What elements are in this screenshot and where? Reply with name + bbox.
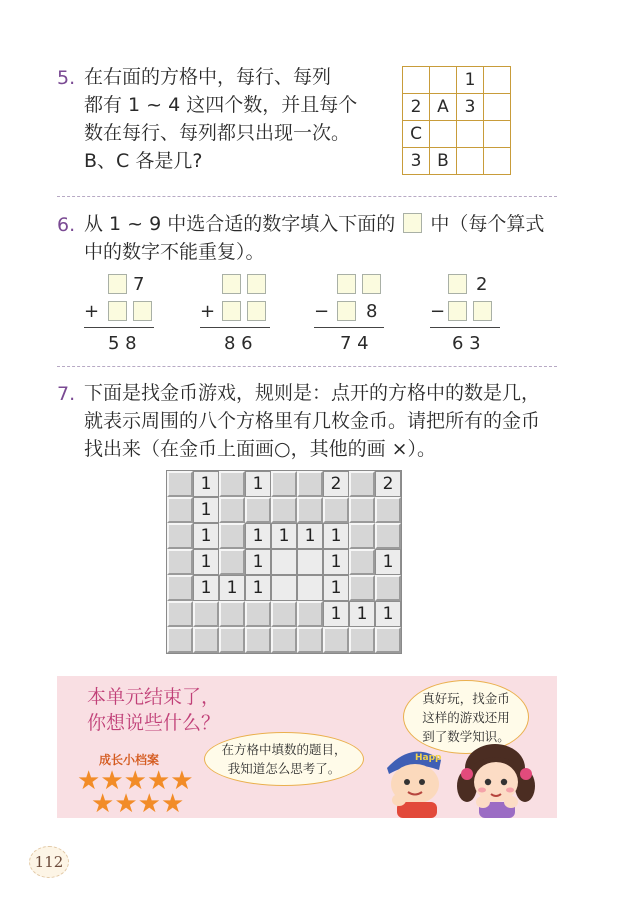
given-digit: 8: [366, 301, 378, 322]
opened-cell: 1: [193, 549, 219, 575]
answer-box[interactable]: [448, 274, 467, 294]
boy-icon: [387, 752, 442, 818]
opened-cell: 1: [193, 575, 219, 601]
closed-cell[interactable]: [349, 549, 375, 575]
closed-cell[interactable]: [349, 523, 375, 549]
bubble-line: 这样的游戏还用: [422, 709, 510, 725]
closed-cell[interactable]: [219, 549, 245, 575]
closed-cell[interactable]: [271, 627, 297, 653]
star-icon[interactable]: ★: [91, 789, 115, 819]
result-digits: 5 8: [108, 333, 137, 354]
answer-box[interactable]: [247, 301, 266, 321]
closed-cell[interactable]: [167, 627, 193, 653]
star-icon[interactable]: ★: [137, 789, 161, 819]
closed-cell[interactable]: [323, 497, 349, 523]
unit-summary-panel: [57, 676, 557, 818]
question-6-line-1: [84, 210, 544, 238]
plus-sign: +: [84, 301, 100, 322]
grid-cell: 3: [457, 94, 484, 121]
closed-cell[interactable]: [297, 627, 323, 653]
equals-line: [84, 327, 154, 328]
closed-cell[interactable]: [271, 497, 297, 523]
opened-cell: [297, 575, 323, 601]
grid-cell: 1: [457, 67, 484, 94]
question-6-number: 6.: [57, 214, 76, 236]
opened-cell: 2: [375, 471, 401, 497]
grid-cell: [430, 121, 457, 148]
opened-cell: 1: [297, 523, 323, 549]
closed-cell[interactable]: [349, 497, 375, 523]
grid-cell: [484, 94, 511, 121]
equals-line: [430, 327, 500, 328]
answer-box[interactable]: [448, 301, 467, 321]
closed-cell[interactable]: [219, 523, 245, 549]
opened-cell: 1: [323, 549, 349, 575]
result-digits: 7 4: [340, 333, 369, 354]
star-icon[interactable]: ★: [146, 766, 171, 796]
closed-cell[interactable]: [349, 627, 375, 653]
question-7-line: 找出来（在金币上面画○，其他的画 ×）。: [84, 438, 437, 460]
opened-cell: 1: [245, 549, 271, 575]
section-divider: [57, 366, 557, 367]
opened-cell: 1: [375, 549, 401, 575]
closed-cell[interactable]: [167, 601, 193, 627]
closed-cell[interactable]: [375, 575, 401, 601]
plus-sign: +: [200, 301, 216, 322]
closed-cell[interactable]: [245, 601, 271, 627]
opened-cell: 1: [349, 601, 375, 627]
question-5-line: 在右面的方格中，每行、每列: [84, 66, 332, 88]
closed-cell[interactable]: [297, 601, 323, 627]
grid-cell: 3: [403, 148, 430, 175]
answer-box[interactable]: [222, 301, 241, 321]
closed-cell[interactable]: [193, 601, 219, 627]
grid-cell: [430, 67, 457, 94]
closed-cell[interactable]: [349, 471, 375, 497]
cap-text: Happ: [415, 753, 442, 763]
question-6-text-a: 从 1 ~ 9 中选合适的数字填入下面的: [84, 213, 396, 235]
answer-box[interactable]: [337, 301, 356, 321]
question-7-text: [84, 379, 540, 463]
question-6-line-2: 中的数字不能重复）。: [84, 241, 265, 263]
closed-cell[interactable]: [193, 627, 219, 653]
closed-cell[interactable]: [167, 575, 193, 601]
closed-cell[interactable]: [375, 627, 401, 653]
grid-cell: 2: [403, 94, 430, 121]
question-5-line: 都有 1 ~ 4 这四个数，并且每个: [84, 94, 358, 116]
answer-box[interactable]: [222, 274, 241, 294]
opened-cell: 1: [271, 523, 297, 549]
summary-prompt-line-1: 本单元结束了，: [87, 686, 221, 708]
opened-cell: 1: [219, 575, 245, 601]
opened-cell: 1: [245, 523, 271, 549]
closed-cell[interactable]: [245, 497, 271, 523]
given-digit: 7: [133, 274, 145, 295]
star-icon[interactable]: ★: [160, 789, 185, 819]
closed-cell[interactable]: [167, 497, 193, 523]
minus-sign: −: [430, 301, 446, 322]
answer-box[interactable]: [473, 301, 492, 321]
given-digit: 2: [476, 274, 488, 295]
opened-cell: 1: [193, 523, 219, 549]
opened-cell: 1: [323, 575, 349, 601]
page-number: 112: [29, 846, 69, 878]
answer-box[interactable]: [108, 301, 127, 321]
opened-cell: 1: [323, 523, 349, 549]
question-7-line: 就表示周围的八个方格里有几枚金币。请把所有的金币: [84, 410, 541, 432]
opened-cell: 1: [193, 471, 219, 497]
bubble-line: 真好玩，找金币: [422, 690, 510, 706]
blank-box-sample: [403, 213, 422, 233]
star-icon[interactable]: ★: [170, 766, 194, 796]
answer-box[interactable]: [362, 274, 381, 294]
question-7-number: 7.: [57, 383, 76, 405]
closed-cell[interactable]: [219, 497, 245, 523]
summary-prompt-line-2: 你想说些什么？: [87, 712, 221, 734]
coin-finder-grid: [166, 470, 402, 654]
question-5-line: 数在每行、每列都只出现一次。: [84, 122, 351, 144]
question-7-line: 下面是找金币游戏，规则是：点开的方格中的数是几，: [84, 382, 541, 404]
question-5-text: [84, 63, 357, 175]
grid-cell: [484, 148, 511, 175]
question-5-number: 5.: [57, 67, 76, 89]
bubble-line: 到了数学知识。: [422, 728, 510, 744]
minus-sign: −: [314, 301, 330, 322]
opened-cell: 2: [323, 471, 349, 497]
closed-cell[interactable]: [167, 471, 193, 497]
grid-cell: [484, 67, 511, 94]
equals-line: [200, 327, 270, 328]
result-digits: 8 6: [224, 333, 253, 354]
result-digits: 6 3: [452, 333, 481, 354]
closed-cell[interactable]: [297, 497, 323, 523]
opened-cell: 1: [245, 575, 271, 601]
equals-line: [314, 327, 384, 328]
closed-cell[interactable]: [375, 523, 401, 549]
grid-cell: A: [430, 94, 457, 121]
answer-box[interactable]: [108, 274, 127, 294]
section-divider: [57, 196, 557, 197]
latin-square-grid: [402, 66, 511, 175]
opened-cell: 1: [245, 471, 271, 497]
opened-cell: 1: [193, 497, 219, 523]
grid-cell: C: [403, 121, 430, 148]
grid-cell: [457, 148, 484, 175]
closed-cell[interactable]: [245, 627, 271, 653]
closed-cell[interactable]: [375, 497, 401, 523]
grid-cell: B: [430, 148, 457, 175]
children-illustration: [375, 734, 551, 818]
closed-cell[interactable]: [219, 471, 245, 497]
closed-cell[interactable]: [271, 471, 297, 497]
star-icon[interactable]: ★: [123, 766, 147, 796]
question-5-line: B、C 各是几?: [84, 150, 203, 172]
answer-box[interactable]: [337, 274, 356, 294]
grid-cell: [484, 121, 511, 148]
speech-bubble-boy: [204, 732, 364, 786]
closed-cell[interactable]: [219, 627, 245, 653]
grid-cell: [403, 67, 430, 94]
opened-cell: 1: [323, 601, 349, 627]
question-6-text-b: 中（每个算式: [430, 213, 545, 235]
grid-cell: [457, 121, 484, 148]
opened-cell: [271, 549, 297, 575]
star-rating: [91, 791, 184, 817]
bubble-line: 我知道怎么思考了。: [227, 761, 341, 776]
closed-cell[interactable]: [297, 471, 323, 497]
growth-record-label: 成长小档案: [99, 753, 160, 767]
opened-cell: 1: [375, 601, 401, 627]
bubble-line: 在方格中填数的题目，: [221, 742, 347, 757]
closed-cell[interactable]: [323, 627, 349, 653]
closed-cell[interactable]: [167, 523, 193, 549]
opened-cell: [271, 575, 297, 601]
answer-box[interactable]: [247, 274, 266, 294]
star-icon[interactable]: ★: [100, 766, 124, 796]
star-icon[interactable]: ★: [77, 766, 101, 796]
girl-icon: [457, 744, 535, 818]
closed-cell[interactable]: [349, 575, 375, 601]
opened-cell: [297, 549, 323, 575]
star-icon[interactable]: ★: [114, 789, 138, 819]
closed-cell[interactable]: [219, 601, 245, 627]
answer-box[interactable]: [133, 301, 152, 321]
closed-cell[interactable]: [167, 549, 193, 575]
closed-cell[interactable]: [271, 601, 297, 627]
